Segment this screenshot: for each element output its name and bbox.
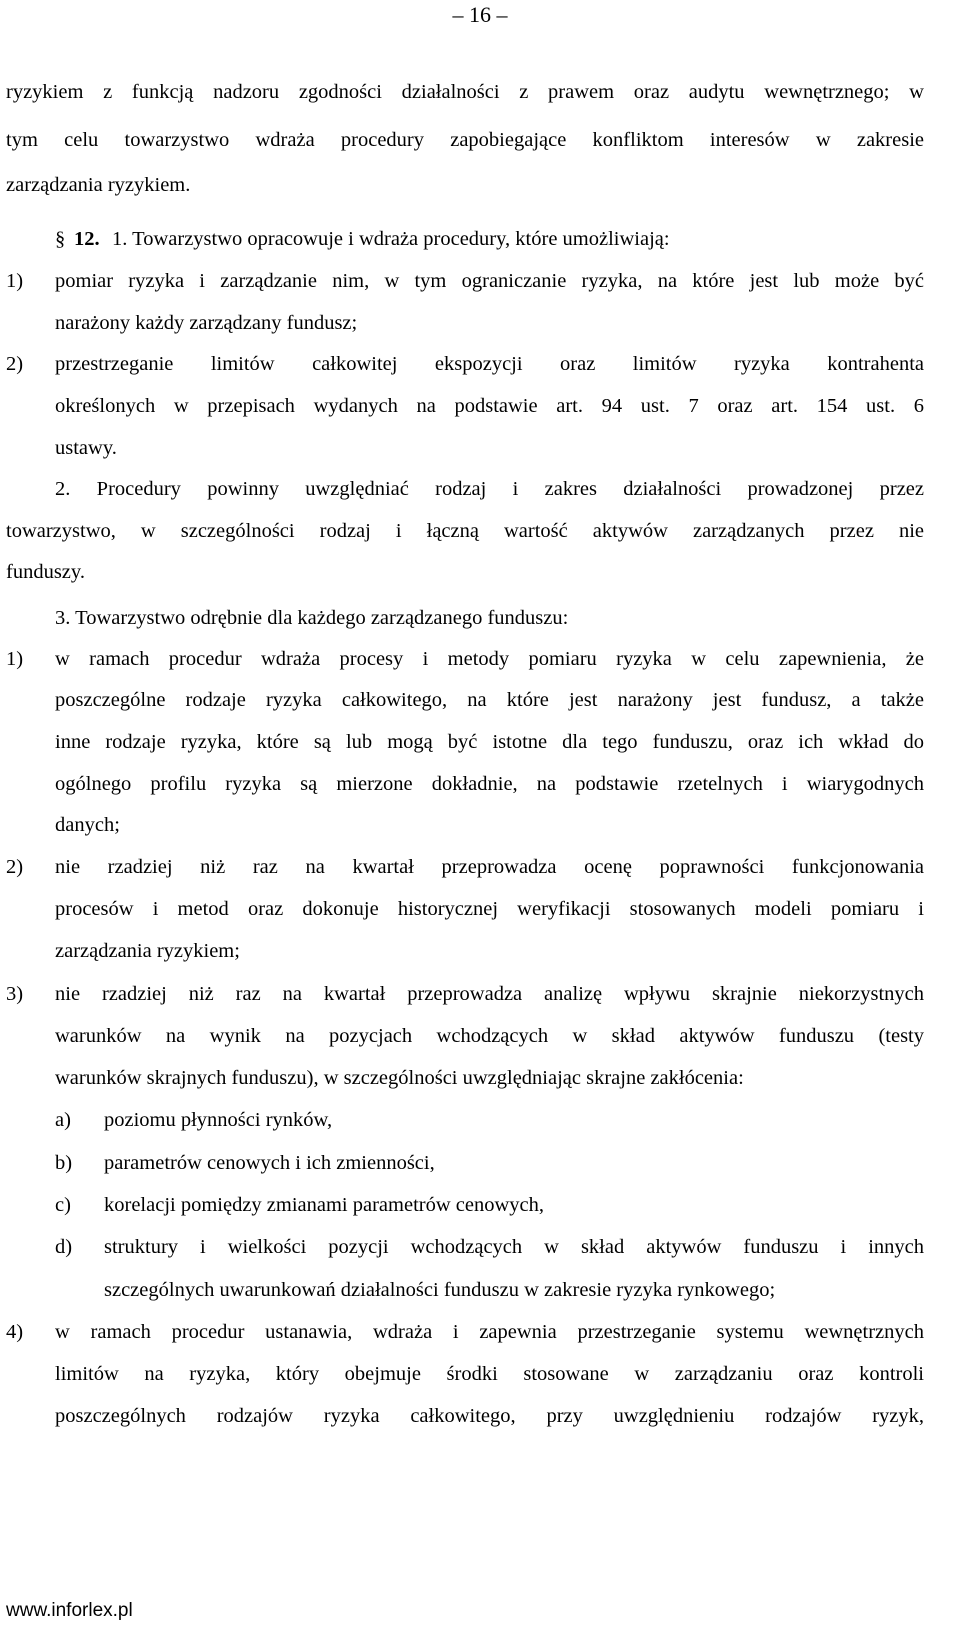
list-number: 4) xyxy=(6,1321,24,1343)
list-item-text: zarządzania ryzykiem; xyxy=(55,940,240,962)
section-number: 12. xyxy=(74,228,100,250)
footer-url: www.inforlex.pl xyxy=(6,1600,133,1621)
body-text-line: tym celu towarzystwo wdraża procedury zapobiegające konfliktom interesów w zakresie xyxy=(6,129,924,151)
sublist-item-text: szczególnych uwarunkowań działalności funduszu w zakresie ryzyka rynkowego; xyxy=(104,1279,776,1301)
list-item-text: limitów na ryzyka, który obejmuje środki stosowane w zarządzaniu oraz kontroli xyxy=(55,1363,924,1385)
list-item-text: przestrzeganie limitów całkowitej ekspozycji oraz limitów ryzyka kontrahenta xyxy=(55,353,924,375)
body-text-line: towarzystwo, w szczególności rodzaj i łączną wartość aktywów zarządzanych przez nie xyxy=(6,520,924,542)
list-item-text: procesów i metod oraz dokonuje historycznej weryfikacji stosowanych modeli pomiaru i xyxy=(55,898,924,920)
body-text-line: funduszy. xyxy=(6,561,85,583)
list-item-text: poszczególnych rodzajów ryzyka całkowitego, przy uwzględnieniu rodzajów ryzyk, xyxy=(55,1405,924,1427)
list-item-text: warunków skrajnych funduszu), w szczególności uwzględniając skrajne zakłócenia: xyxy=(55,1067,744,1089)
body-text-line: 2. Procedury powinny uwzględniać rodzaj i zakres działalności prowadzonej przez xyxy=(55,478,924,500)
sublist-letter: a) xyxy=(55,1109,71,1131)
list-number: 1) xyxy=(6,270,24,292)
section-symbol: § xyxy=(55,228,66,250)
sublist-item-text: korelacji pomiędzy zmianami parametrów cenowych, xyxy=(104,1194,544,1216)
body-text-line: 1. Towarzystwo opracowuje i wdraża procedury, które umożliwiają: xyxy=(112,228,670,250)
sublist-item-text: struktury i wielkości pozycji wchodzących w skład aktywów funduszu i innych xyxy=(104,1236,924,1258)
sublist-letter: b) xyxy=(55,1152,73,1174)
sublist-letter: c) xyxy=(55,1194,71,1216)
list-item-text: ogólnego profilu ryzyka są mierzone dokładnie, na podstawie rzetelnych i wiarygodnych xyxy=(55,773,924,795)
list-item-text: warunków na wynik na pozycjach wchodzących w skład aktywów funduszu (testy xyxy=(55,1025,924,1047)
list-item-text: w ramach procedur ustanawia, wdraża i zapewnia przestrzeganie systemu wewnętrznych xyxy=(55,1321,924,1343)
sublist-letter: d) xyxy=(55,1236,73,1258)
list-number: 3) xyxy=(6,983,24,1005)
list-item-text: nie rzadziej niż raz na kwartał przeprowadza analizę wpływu skrajnie niekorzystnych xyxy=(55,983,924,1005)
list-number: 2) xyxy=(6,856,24,878)
list-number: 2) xyxy=(6,353,24,375)
body-text-line: zarządzania ryzykiem. xyxy=(6,174,191,196)
list-item-text: nie rzadziej niż raz na kwartał przeprowadza ocenę poprawności funkcjonowania xyxy=(55,856,924,878)
list-item-text: poszczególne rodzaje ryzyka całkowitego, na które jest narażony jest fundusz, a także xyxy=(55,689,924,711)
list-item-text: inne rodzaje ryzyka, które są lub mogą być istotne dla tego funduszu, oraz ich wkład do xyxy=(55,731,924,753)
body-text-line: 3. Towarzystwo odrębnie dla każdego zarządzanego funduszu: xyxy=(55,607,569,629)
list-item-text: określonych w przepisach wydanych na podstawie art. 94 ust. 7 oraz art. 154 ust. 6 xyxy=(55,395,924,417)
list-item-text: w ramach procedur wdraża procesy i metody pomiaru ryzyka w celu zapewnienia, że xyxy=(55,648,924,670)
list-number: 1) xyxy=(6,648,24,670)
sublist-item-text: poziomu płynności rynków, xyxy=(104,1109,333,1131)
list-item-text: danych; xyxy=(55,814,120,836)
list-item-text: ustawy. xyxy=(55,437,117,459)
list-item-text: pomiar ryzyka i zarządzanie nim, w tym ograniczanie ryzyka, na które jest lub może być xyxy=(55,270,924,292)
body-text-line: ryzykiem z funkcją nadzoru zgodności działalności z prawem oraz audytu wewnętrznego; w xyxy=(6,81,924,103)
sublist-item-text: parametrów cenowych i ich zmienności, xyxy=(104,1152,435,1174)
list-item-text: narażony każdy zarządzany fundusz; xyxy=(55,312,358,334)
page-number: – 16 – xyxy=(452,2,508,27)
